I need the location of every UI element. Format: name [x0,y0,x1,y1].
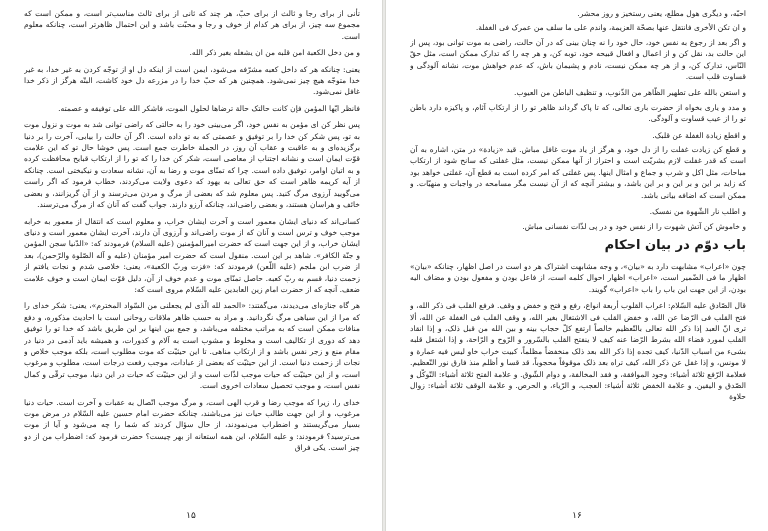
right-paragraph-5: و مدد و یاری بخواه از حضرت باری تعالی، که تا پاک گرداند ظاهر تو را از ارتکاب آثام، و پاکیزه دارد باطن تو را از عیب قساوت و آلودگی. [410,102,746,124]
right-paragraph-6: و اقطع زیادة الغفلة عن قلبک. [652,130,746,140]
left-paragraph-6: کسانی‌اند که دنیای ایشان معمور است و آخرت ایشان خراب، و معلوم است که انتقال از معمور به خرابه موجب خوف و ترس است و آنان که از موت راضی‌اند و آرزوی آن دارند، آخرت ایشان معمور است و دنیای ایشان خراب، و از این جهت است که حضرت امیرالمؤمنین (علیه السلام) فرمودند که: «الدّنیا سجن المؤمن و جنّة الکافر». شاهد بر این است. منقول است که حضرت امیر مؤمنان (علیه و آله الصّلوة والرّحمن)، بعد از ضرب ابن ملجم (علیه اللّعن) فرمودند که: «فزت وربّ الکعبة»، یعنی: خلاصی شدم و نجات یافتم از زحمت دنیا، قسم به ربّ کعبه. حاصل تمنّای موت و عدم خوف از آن، دلیل قوّت ایمان است و خوف علامت ضعف. آنچه که از حضرت امام زین العابدین علیه السّلام مروی است که: [24,216,360,294]
left-page [0,0,383,531]
left-paragraph-1: تأنی از برای رجا و ثالث از برای حبّ، هر چند که ثانی از برای ثالث مناسب‌تر است، و ممکن است که مجموع سه چیز، از برای هر کدام از خوف و رجا و محبّت باشد و این احتمال ظاهرتر است، چنانکه معلوم است. [24,9,360,41]
right-paragraph-9: و خاموش کن آتش شهوت را از نفس خود و در پی لذّات نفسانی مباش. [522,221,746,231]
right-paragraph-8: و اطلب نار الشّهوة من نفسک. [649,207,746,217]
right-paragraph-11: قال الصّادق علیه السّلام: اعراب القلوب أربعة انواع، رفع و فتح و خفض و وقف. فرفع القلب فی ذکر الله، و فتح القلب فی الرّضا عن الله، و خفض القلب فی الاشتغال بغیر الله، و وقف القلب فی الغفلة عن الله، ألا تری انّ العبد إذا ذکر الله تعالی بالتّعظیم خالصاً ارتفع کلّ حجاب بینه و بین الله من قبل ذلک، و إذا انقاد القلب لمورد قضاء الله بشرط الرّضا عنه کیف لا ینفتح القلب بالسّرور و الرّوح و الرّاحة، و إذا اشتغل قلبه بشیء من اسباب الدّنیا، کیف تجده إذا ذکر الله بعد ذلک منخفضاً مظلماً، کبیت خراب خاو لیس فیه عمارة و لا مونس، و إذا غفل عن ذکر الله، کیف تراه بعد ذلک موقوفاً محجوباً، قد قسا و أظلم منذ فارق نور التّعظیم. فعلامة الرّفع ثلاثة أشیاء: وجود الموافقة، و فقد المخالفة، و دوام الشّوق. و علامة الفتح ثلاثة أشیاء: التّوکّل و الصّدق و الیقین. و علامة الخفض ثلاثة أشیاء: العجب، و الرّیاء، و الحرص. و علامة الوقف ثلاثة أشیاء: زوال حلاوة [410,301,746,402]
left-paragraph-7: هر گاه جنازه‌ای می‌دیدند، می‌گفتند: «الحمد لله الّذی لم یجعلنی من السّواد المخترم»، یعنی: شکر خدای را که مرا از این سیاهی مرگ نگردانید. و مراد به حسب ظاهر ملاقات روحانی است با احادیث مذکوره، و دفع منافات ممکن است که به مراتب مختلفه می‌باشد، و جمع بین اینها بر این طریق باشد که خدا تو را توفیق دهد که دوری از تکالیف است و مخلوط و مشوب است به آلام و کدورات، و همیشه باید آدمی در دنیا در مقام منع و زجر نفس باشد و از ارتکاب مناهی. تا این حیثیّت که موت مطلوب است، بلکه موجب خلاص و نجات از زحمت دنیا است. از این حیثیّت که بعضی از عبادات، موجب رفعت درجات است، مطلوب و مرغوب است، و از این حیثیّت که حیات موجب لذّات است و از این حیثیّت که حیات در این دنیا، موجب ترقّی و کمال نفس است، و موجب تحصیل سعادات اخروی است. [24,301,360,391]
right-paragraph-10: چون «اعراب» مشابهت دارد به «بیان»، و وجه مشابهت اشتراک هر دو است در اصل اظهار، چنانکه «بیان» اظهار ما فی الضّمیر است، «اعراب» اظهار احوال کلمه است، از فاعل بودن و مفعول بودن و مضاف الیه بودن، از این جهت این باب را باب «اعراب» گویند. [410,261,746,294]
section-heading: باب دوّم در بیان احکام [604,237,746,253]
left-paragraph-5: پس نظر کن ای مؤمن به نفس خود، اگر می‌بینی خود را به حالتی که راضی توانی شد به موت و نزول موت به تو، پس شکر کن خدا را بر توفیق و عصمتی که به تو داده است. اگر آن حالت را بیابی، آخرت را بر دنیا برگزیده‌ای و به عاقبت و عقاب آن روز، در الجملة خاطرت جمع است. پس خوشا حال تو که این علامت قوّت ایمان است و نشانه اجتناب از معاصی است، شکر کن خدا را که تو را از ارتکاب قبایح محافظت کرده و به اتیان اوامر، توفیق داده است. چرا که تمنّای موت و رضا به آن، نشانه سعادت و نیکبختی است. چنانکه از آیه کریمه ظاهر است که حق تعالی به یهود که دعوی ولایت می‌کردند، خطاب فرمود که اگر راست می‌گویید آرزوی مرگ کنید. پس معلوم شد که بعضی از مرگ و مردن می‌ترسند و از آن گریزانند، و بعضی خائف و هراسان هستند، و بعضی راضی‌اند، چنانکه آرزو دارند. جواب گفت که آنان که از مرگ می‌ترسند. [24,120,360,210]
right-paragraph-4: و استعن بالله علی تطهیر الظّاهر من الذّنوب، و تنظیف الباطن من العیوب. [514,88,746,98]
left-paragraph-4: فانظر ایّها المؤمن فإن کانت حالتک حالة ترضاها لحلول الموت، فاشکر الله علی توفیقه و عصمته. [58,103,360,113]
right-paragraph-3: و اگر بعد از رجوع به نفس خود، حال خود را نه چنان بینی که در آن حالت، راضی به موت توانی بود، پس از این حالت بد، نقل کن و از اعمال و افعال قبیحه خود، توبه کن، و هر چه را که تدارک ممکن است، مثل حقّ النّاس، تدارک کن، و از هر چه ممکن نیست، نادم و پشیمان باش، که عدم خواهش موت، نشانه آلودگی و قساوت قلب است. [410,37,746,82]
right-paragraph-1: احبّه، و دیگری هول مطلع، یعنی رستخیز و روز محشر. [577,9,746,18]
right-page-text [410,8,746,501]
left-page-number: ۱۵ [186,511,196,521]
right-page [385,0,768,531]
left-paragraph-3: یعنی: چنانکه هر که داخل کعبه مشرّفه می‌شود، ایمن است از اینکه دل او از توجّه کردن به غیر خدا، به غیر خدا متوجّه هیچ چیز نمی‌شود. همچنین هر که حبّ خدا را در مزرعه دل خود کاشت، البتّه هرگز از ذکر خدا غافل نمی‌شود. [24,64,360,97]
right-page-number: ۱۶ [572,511,582,521]
right-paragraph-2: و ان تکن الأخری فانتقل عنها بصحّة العزیمة، واندم علی ما سلف من عمرک فی الغفلة. [475,23,746,33]
right-paragraph-7: و قطع کن زیادت غفلت را از دل خود، و هرگز از یاد موت غافل مباش. قید «زیادة» در متن، اشاره به آن است که قدر غفلت لازم بشریّت است و احتراز از آنها ممکن نیست، مثل غفلتی که سانح شود از ارتکاب مباحات، مثل اکل و شرب و جماع و امثال اینها. پس غفلتی که امر کرده است به قطع آن، غفلتی خواهد بود که زاید بر این و بر این و بر این باشد، و بیشتر آنچه که از آن نیست مگر مسامحه در واجبات و منهیّات. و ممکن است که اضافه بیانی باشد. [410,145,746,200]
left-page-text [24,8,360,501]
left-paragraph-2: و من دخل الکعبة امن قلبه من ان یشغله بغیر ذکر الله. [189,48,360,58]
left-paragraph-8: خدای را، زیرا که موجب رضا و قرب الهی است، و مرگ موجب اتّصال به عقبات و آخرت است. حیات دنیا مرغوب، و از این جهت طالب حیات نیز می‌باشند، چنانکه حضرت امام حسین علیه السّلام در مرض موت بسیار می‌گریستند و اضطراب می‌نمودند، از حال سؤال کردند که شما را چه می‌شود و آیا از موت می‌ترسید؟ فرمودند: و علیه السّلام، این همه استعانه از بهر چیست؟ حضرت فرمود که: اضطراب من از دو چیز است. یکی فراق [24,397,360,453]
